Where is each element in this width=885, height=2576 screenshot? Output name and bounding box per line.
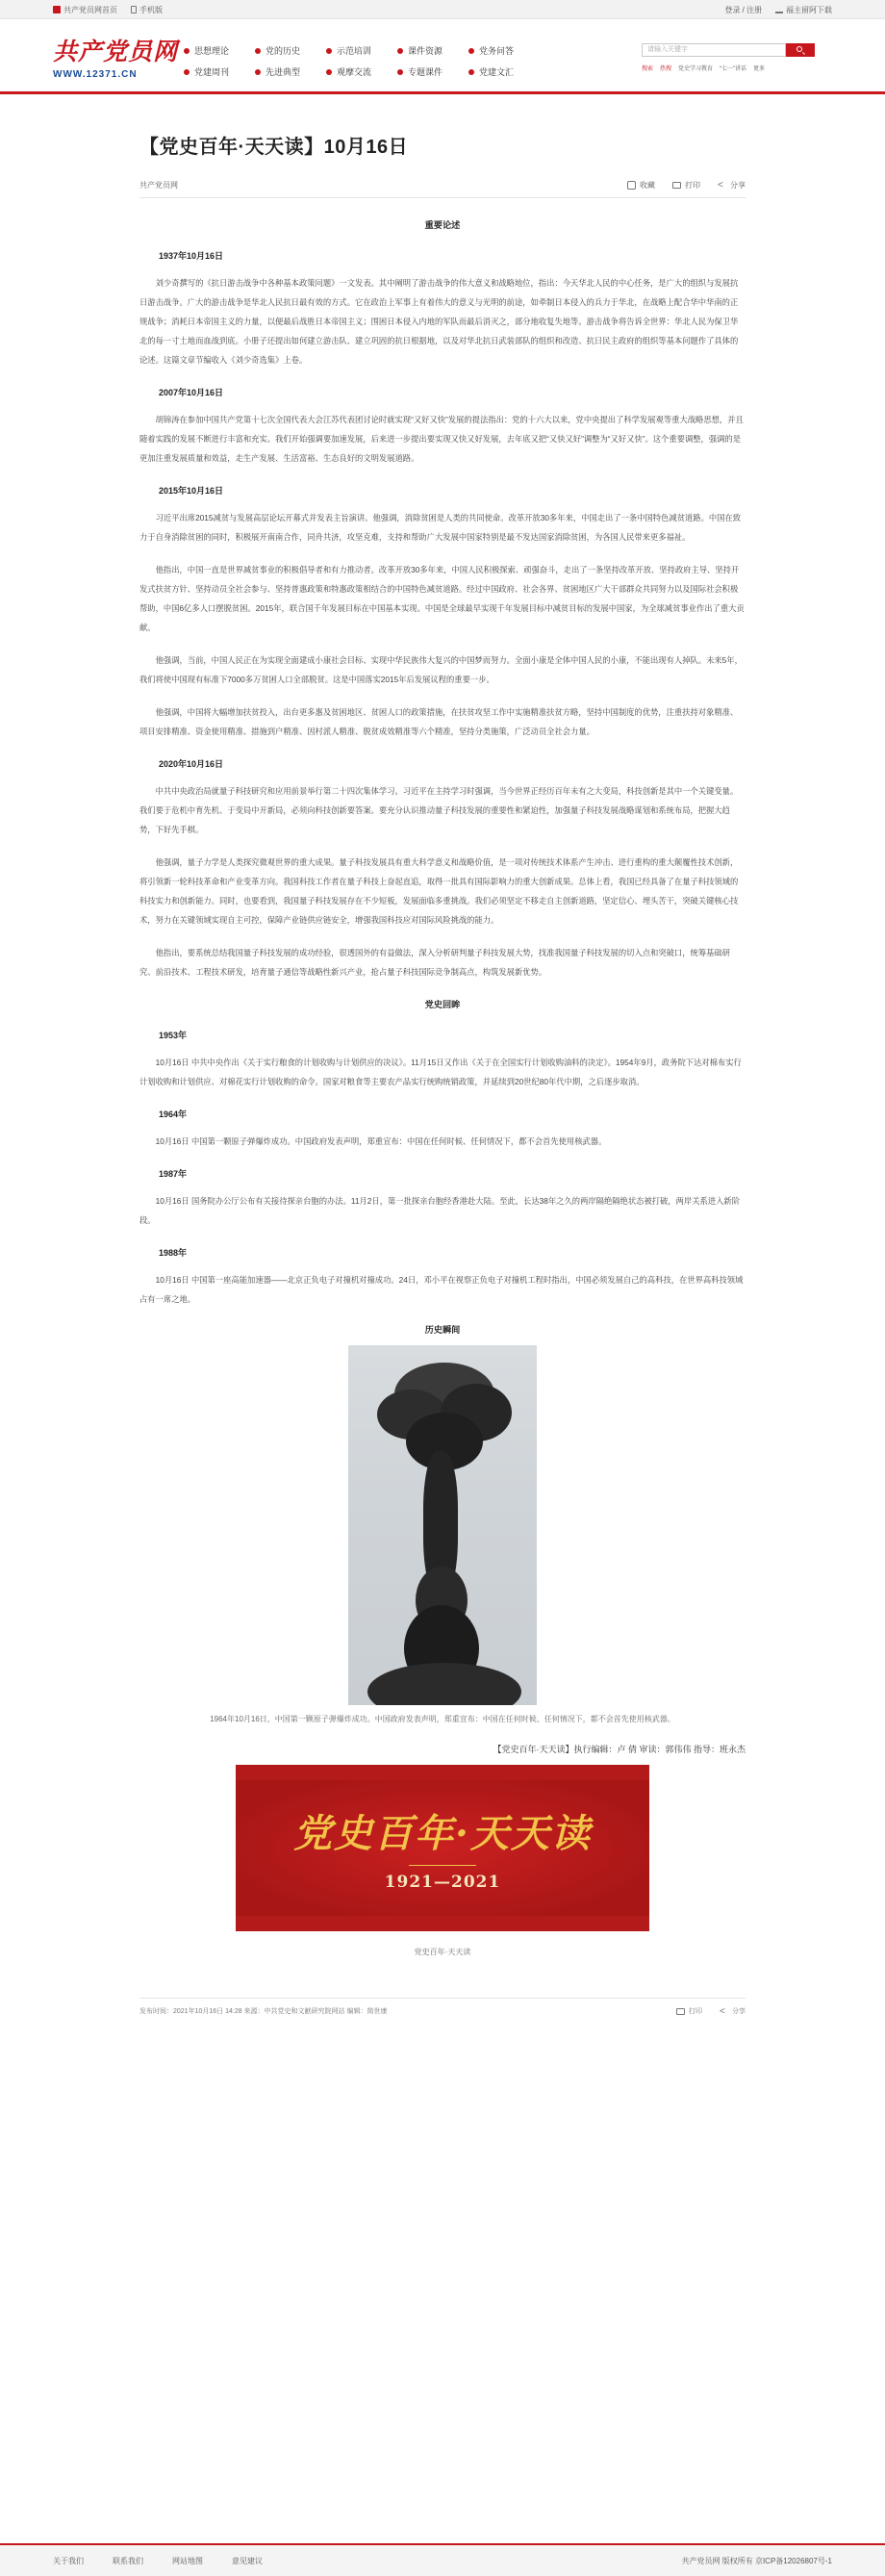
share-label: 分享 [730,181,746,190]
nav-label: 党建周刊 [194,67,230,77]
print-icon [672,182,681,189]
nav-label: 先进典型 [266,67,301,77]
share-button[interactable] [720,2006,746,2016]
date-heading: 1964年 [159,1109,188,1119]
hot-link[interactable]: 搜索 [642,66,654,72]
nav-item[interactable] [255,65,326,78]
hot-search-links [642,64,765,72]
section-heading: 历史瞬间 [424,1325,461,1335]
hot-link[interactable]: 党史学习教育 [678,66,714,72]
nav-bullet-icon [184,48,190,54]
paragraph: 他强调，中国将大幅增加扶贫投入，出台更多惠及贫困地区、贫困人口的政策措施，在扶贫攻坚工作中实施精准扶贫方略，坚持中国制度的优势，注重扶持对象精准、项目安排精准、资金使用精准、措施到户精准、因村派人精准、脱贫成效精准等六个精准，坚持分类施策，广泛动员全社会力量。 [139,707,739,736]
hot-link[interactable]: “七一”讲话 [720,66,747,72]
search-icon [796,46,802,52]
paragraph: 10月16日 中共中央作出《关于实行粮食的计划收购与计划供应的决议》。11月15日又作出《关于在全国实行计划收购油料的决定》。1954年9月，政务院下达对棉布实行计划收购和计划供应、对棉花实行计划收购的命令。国家对粮食等主要农产品实行统购统销政策，并延续到20世纪80年代中期，之后逐步取消。 [139,1058,742,1086]
print-button[interactable] [672,180,700,191]
download-icon [775,6,783,13]
share-icon [718,181,726,190]
nav-label: 党建文汇 [479,67,515,77]
nav-bullet-icon [255,69,261,75]
publish-info: 发布时间：2021年10月16日 14:28 来源：中共党史和文献研究院网站 编辑：简世康 [139,2008,388,2015]
favorite-label: 收藏 [640,181,655,190]
paragraph: 中共中央政治局就量子科技研究和应用前景举行第二十四次集体学习。习近平在主持学习时强调，当今世界正经历百年未有之大变局，科技创新是其中一个关键变量。我们要于危机中育先机、于变局中开新局，必须向科技创新要答案。要充分认识推动量子科技发展的重要性和紧迫性，加强量子科技发展战略谋划和系统布局，把握大趋势，下好先手棋。 [139,786,739,834]
date-heading: 2015年10月16日 [159,486,224,496]
search-input[interactable]: 请输入关键字 [642,43,786,57]
phone-icon [131,6,137,13]
site-footer [0,2543,885,2576]
photo-caption: 1964年10月16日，中国第一颗原子弹爆炸成功。中国政府发表声明，郑重宣布：中国在任何时候、任何情况下，都不会首先使用核武器。 [210,1715,675,1723]
nav-label: 观摩交流 [337,67,372,77]
nav-item[interactable] [468,44,540,57]
mobile-link-label: 手机版 [139,5,163,14]
article [139,131,746,2016]
date-heading: 1937年10月16日 [159,251,224,261]
banner-divider [409,1865,476,1866]
article-footer-meta [139,1998,746,2016]
hot-link[interactable]: 热搜 [660,66,672,72]
favorite-button[interactable] [627,180,655,191]
nav-bullet-icon [255,48,261,54]
nav-label: 课件资源 [408,46,443,56]
paragraph: 他强调，当前，中国人民正在为实现全面建成小康社会目标、实现中华民族伟大复兴的中国梦而努力。全面小康是全体中国人民的小康，不能出现有人掉队。未来5年，我们将使中国现有标准下7000多万贫困人口全部脱贫。这是中国落实2015年后发展议程的重要一步。 [139,655,743,684]
nav-bullet-icon [184,69,190,75]
article-source: 共产党员网 [139,181,178,190]
nav-bullet-icon [326,69,332,75]
page-title: 【党史百年·天天读】10月16日 [139,137,409,158]
share-label: 分享 [732,2008,746,2015]
print-label: 打印 [685,181,700,190]
paragraph: 10月16日 国务院办公厅公布有关接待探亲台胞的办法。11月2日，第一批探亲台胞经香港赴大陆。至此，长达38年之久的两岸隔绝隔绝状态被打破，两岸关系进入新阶段。 [139,1196,741,1225]
date-heading: 2020年10月16日 [159,759,224,769]
footer-links [53,2556,263,2566]
paragraph: 他强调，量子力学是人类探究微观世界的重大成果。量子科技发展具有重大科学意义和战略价值，是一项对传统技术体系产生冲击、进行重构的重大颠覆性技术创新，将引领新一轮科技革命和产业变革方向。我国科技工作者在量子科技上奋起直追，取得一批具有国际影响力的重大创新成果。总体上看，我国已经具备了在量子科技领域的科技实力和创新能力。同时，也要看到，我国量子科技发展存在不少短板，发展面临多重挑战。我们必须坚定不移走自主创新道路，坚定信心、埋头苦干，突破关键核心技术，努力在关键领域实现自主可控，保障产业链供应链安全，增强我国科技应对国际风险挑战的能力。 [139,857,739,925]
share-button[interactable] [718,180,746,191]
nav-label: 专题课件 [408,67,443,77]
nav-bullet-icon [326,48,332,54]
section-heading: 重要论述 [424,220,461,230]
section-heading: 党史回眸 [424,1000,461,1009]
nav-label: 示范培训 [337,46,372,56]
home-link[interactable] [53,5,117,15]
nav-item[interactable] [326,65,397,78]
nav-item[interactable] [326,44,397,57]
nav-item[interactable] [468,65,540,78]
date-heading: 1988年 [159,1248,188,1258]
favorite-icon [627,181,636,190]
nav-label: 党务问答 [479,46,515,56]
date-heading: 2007年10月16日 [159,388,224,397]
banner-years: 1921—2021 [384,1873,501,1892]
main-nav [184,44,540,78]
mobile-link[interactable] [131,5,163,15]
history-moment [139,1322,746,1725]
nav-label: 思想理论 [194,46,230,56]
app-download-link[interactable] [775,5,832,15]
app-download-label: 福主留阿下载 [786,5,832,14]
paragraph: 他指出，要系统总结我国量子科技发展的成功经验，很透国外的有益做法，深入分析研判量子科技发展大势，找准我国量子科技发展的切入点和突破口，统筹基础研究、前沿技术、工程技术研发，培育量子通信等战略性新兴产业，抢占量子科技国际竞争制高点，构筑发展新优势。 [139,948,730,977]
top-bar [0,0,885,19]
nav-item[interactable] [397,44,468,57]
paragraph: 胡锦涛在参加中国共产党第十七次全国代表大会江苏代表团讨论时就实现“又好又快”发展的提法指出：党的十六大以来，党中央提出了科学发展观等重大战略思想，并且随着实践的发展不断进行丰富和充实。我们开始强调要加速发展，后来进一步提出要实现又快又好发展，去年底又把“又快又好”调整为“又好又快”。这个重要调整，强调的是更加注重发展质量和效益，走生产发展、生活富裕、生态良好的文明发展道路。 [139,415,744,463]
logo-text: 共产党员网 [53,38,179,65]
nav-item[interactable] [184,44,255,57]
site-header [0,19,885,94]
nav-bullet-icon [397,48,403,54]
paragraph: 他指出，中国一直是世界减贫事业的积极倡导者和有力推动者。改革开放30多年来，中国人民积极探索、顽强奋斗，走出了一条坚持改革开放、坚持政府主导、坚持开发式扶贫方针、坚持动员全社会参与、坚持普惠政策和特惠政策相结合的中国特色减贫道路。经过中国政府、社会各界、贫困地区广大干部群众共同努力以及国际社会积极帮助，中国6亿多人口摆脱贫困。2015年，联合国千年发展目标在中国基本实现。中国是全球最早实现千年发展目标中减贫目标的发展中国家，为全球减贫事业作出了重大贡献。 [139,565,745,632]
footer-link[interactable]: 联系我们 [113,2556,143,2565]
paragraph: 10月16日 中国第一颗原子弹爆炸成功。中国政府发表声明，郑重宣布：中国在任何时候、任何情况下，都不会首先使用核武器。 [155,1136,607,1146]
paragraph: 10月16日 中国第一座高能加速器——北京正负电子对撞机对撞成功。24日，邓小平在视察正负电子对撞机工程时指出，中国必须发展自己的高科技，在世界高科技领域占有一席之地。 [139,1275,744,1304]
date-heading: 1987年 [159,1169,188,1179]
article-body [139,216,746,1309]
nav-item[interactable] [397,65,468,78]
site-logo[interactable] [53,33,178,80]
copyright: 共产党员网 版权所有 京ICP备12026807号-1 [681,2556,832,2565]
print-icon [676,2008,685,2015]
print-label: 打印 [689,2008,702,2015]
paragraph: 习近平出席2015减贫与发展高层论坛开幕式并发表主旨演讲。他强调，消除贫困是人类的共同使命。改革开放30多年来，中国走出了一条中国特色减贫道路。中国在致力于自身消除贫困的同时，积极展开南南合作，同舟共济，攻坚克难，支持和帮助广大发展中国家特别是最不发达国家消除贫困，为各国人民带来更多福祉。 [139,513,742,542]
series-banner [236,1765,649,1931]
login-link[interactable]: 登录 / 注册 [724,5,762,14]
footer-link[interactable]: 意见建议 [232,2556,263,2565]
nav-item[interactable] [184,65,255,78]
nav-label: 党的历史 [266,46,301,56]
article-tools [627,180,746,191]
banner-title: 党史百年·天天读 [293,1811,592,1856]
search-button[interactable] [786,43,815,57]
hot-link[interactable]: 更多 [753,66,766,72]
logo-url: WWW.12371.CN [53,69,138,80]
nav-bullet-icon [468,69,474,75]
editor-credits: 【党史百年·天天读】执行编辑：卢 倩 审读：郭伟伟 指导：班永杰 [493,1745,746,1754]
date-heading: 1953年 [159,1031,188,1040]
footer-link[interactable]: 关于我们 [53,2556,84,2565]
share-icon [720,2007,728,2016]
nav-item[interactable] [255,44,326,57]
home-icon [53,6,61,13]
mushroom-cloud-photo [348,1345,537,1705]
nav-bullet-icon [468,48,474,54]
print-button[interactable] [676,2006,702,2016]
paragraph: 刘少奇撰写的《抗日游击战争中各种基本政策问题》一文发表。其中阐明了游击战争的伟大意义和战略地位，指出：今天华北人民的中心任务，是广大的组织与发展抗日游击战争。广大的游击战争是华北人民抗日最有效的方式。它在政治上军事上有着伟大的意义与光明的前途，如牵制日本侵入的兵力于华北，在战略上配合华中华南的正规战争；消耗日本帝国主义的力量，以便最后战胜日本帝国主义；围困日本侵入内地的军队而最后消灭之，部分地收复失地等。游击战争将告诉全世界：华北人民为保卫华北的每一寸土地而血战到底。小册子还提出如何建立游击队、建立巩固的抗日根据地，以及对华北抗日武装部队的组织和改造、抗日民主政府的组织等基本问题作了具体的论述。这篇文章节编收入《刘少奇选集》上卷。 [139,278,739,365]
article-meta [139,180,746,198]
article-tools-bottom [676,2006,746,2016]
home-link-label: 共产党员网首页 [63,5,117,14]
banner-caption: 党史百年·天天读 [414,1948,471,1956]
nav-bullet-icon [397,69,403,75]
footer-link[interactable]: 网站地图 [172,2556,203,2565]
search-box [642,43,815,57]
